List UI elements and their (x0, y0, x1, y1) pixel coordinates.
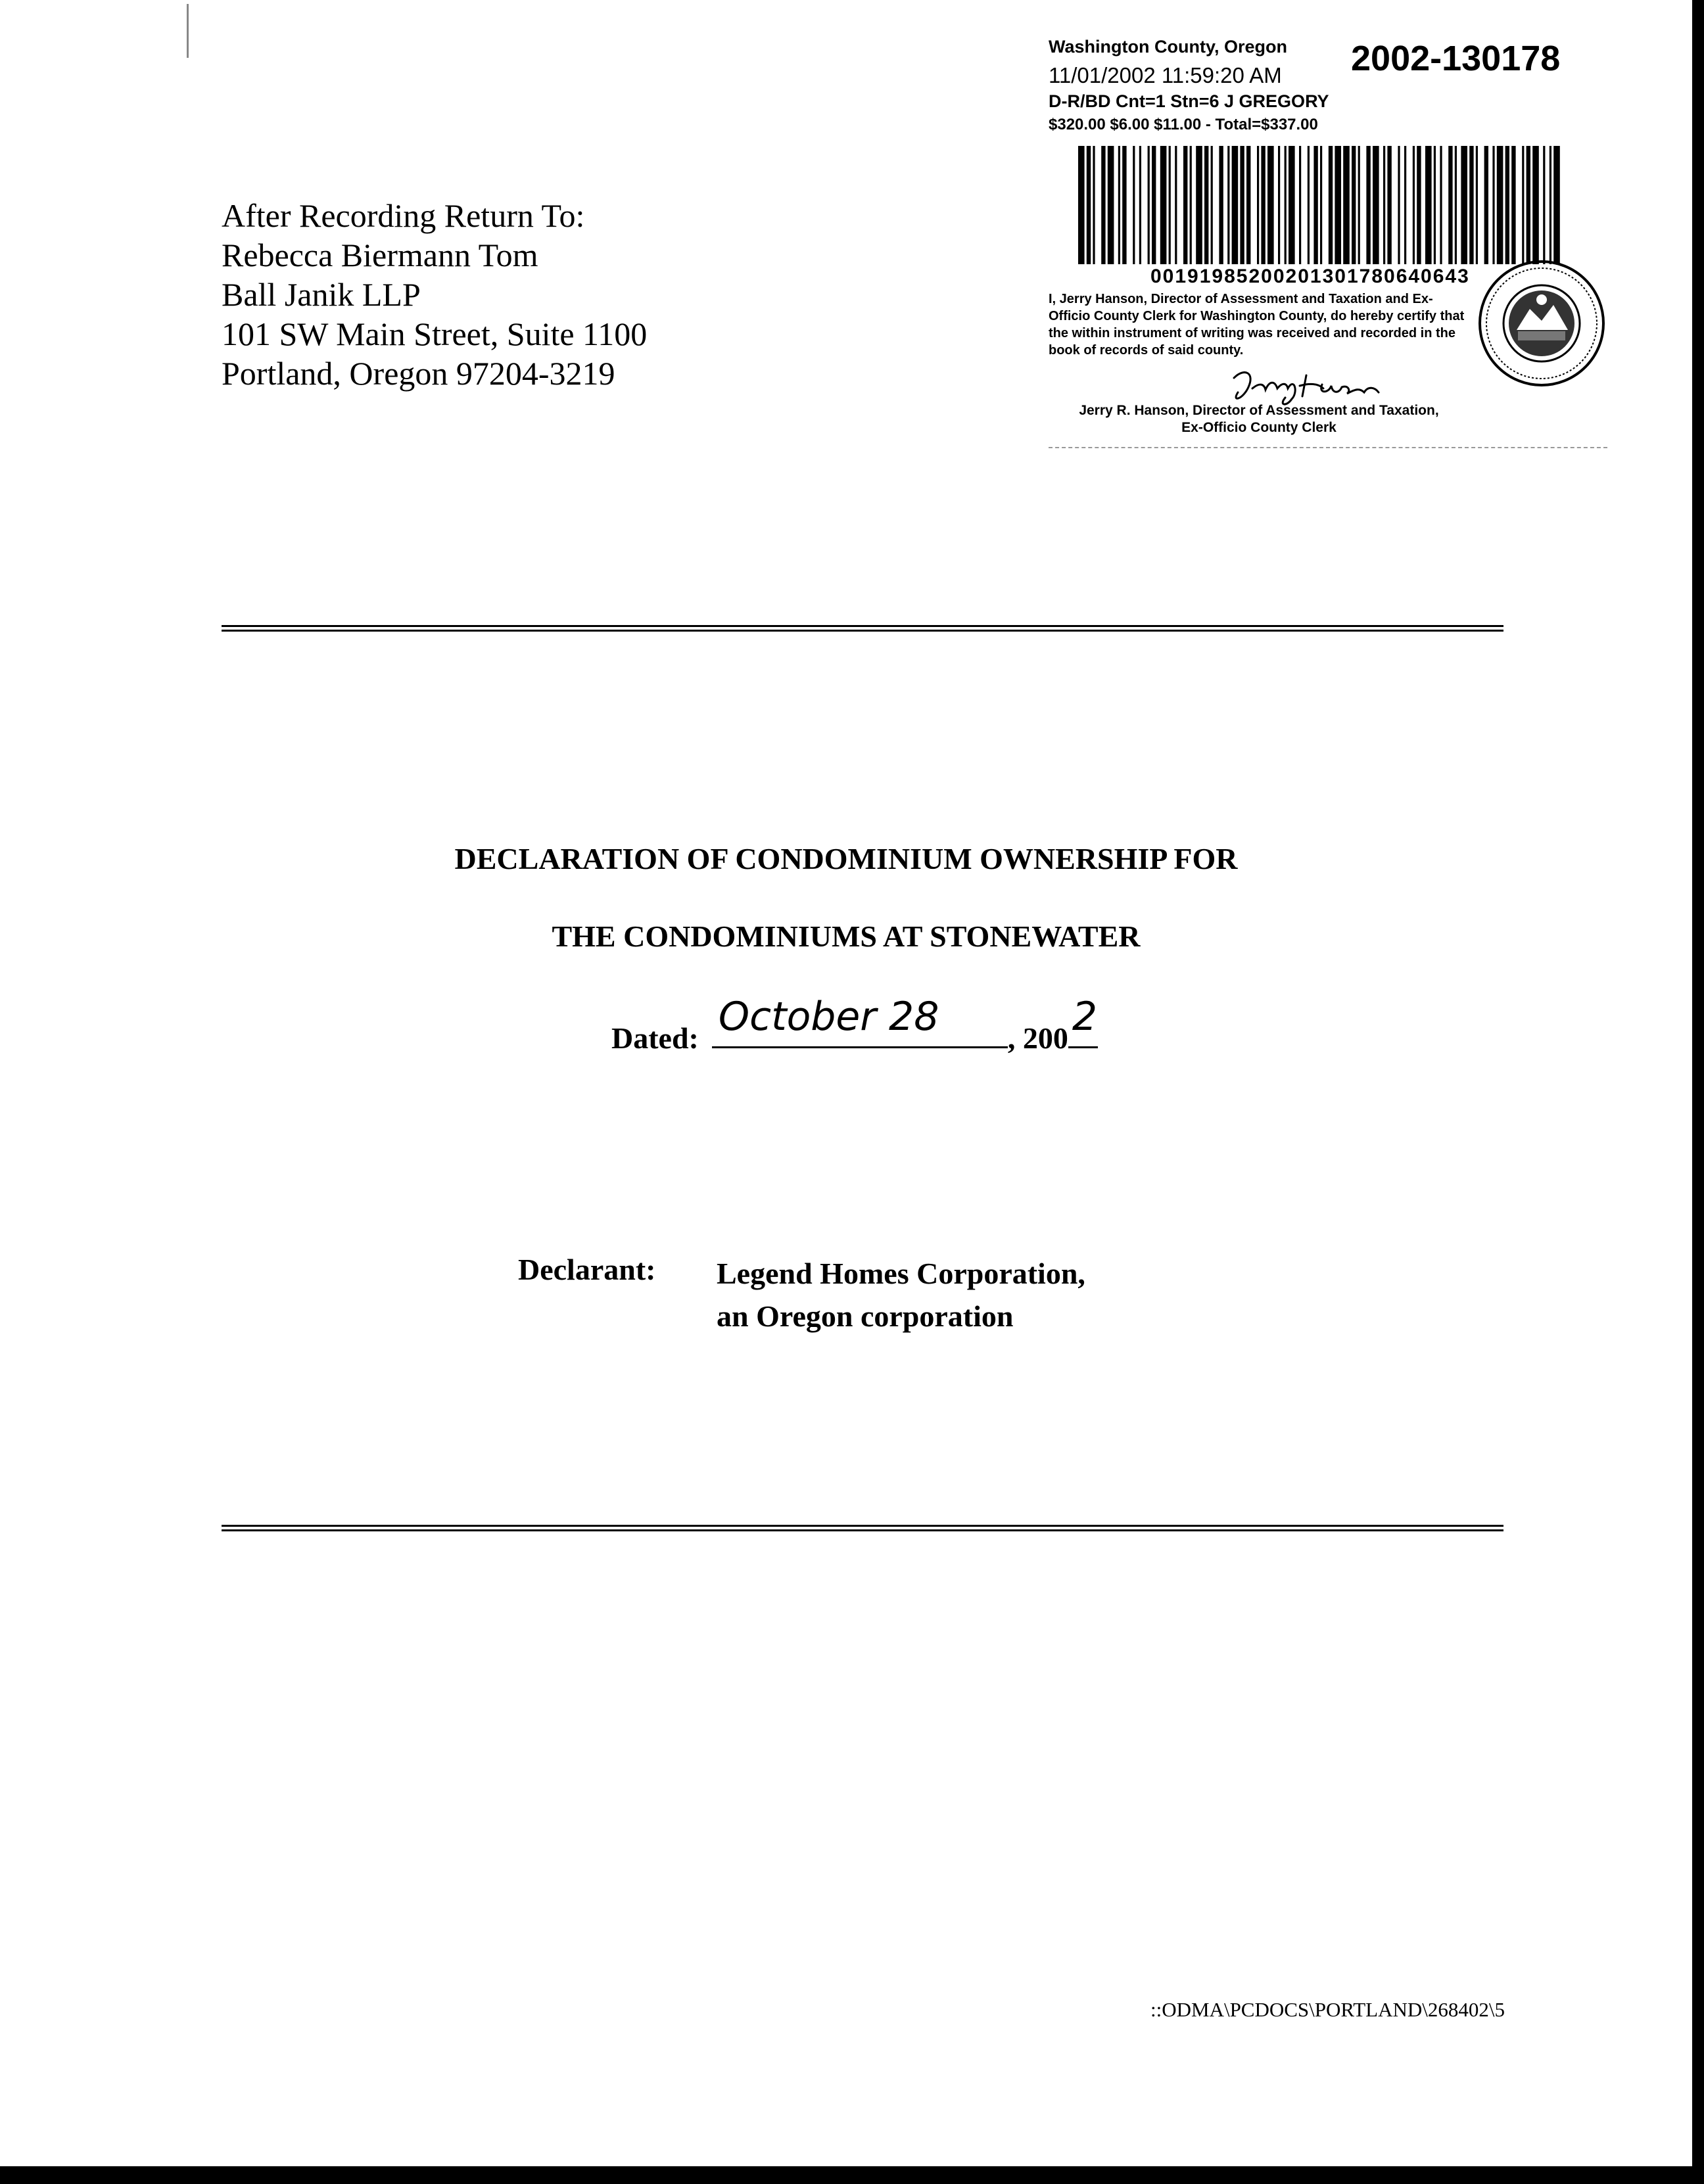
county-seal (1476, 258, 1607, 389)
signer-line: Ex-Officio County Clerk (1181, 420, 1337, 435)
declarant-description: an Oregon corporation (717, 1299, 1014, 1333)
return-address-line: 101 SW Main Street, Suite 1100 (222, 315, 648, 352)
declarant-name: Legend Homes Corporation, (717, 1257, 1085, 1290)
certification-text: I, Jerry Hanson, Director of Assessment and Taxation and Ex-Officio County Clerk for Washington County, do hereby certify that the within instrument of writing was received and recorded in the book of records of said county. (1049, 292, 1465, 358)
handwritten-year-digit: 2 (1072, 994, 1098, 1040)
declarant-label: Declarant: (518, 1253, 656, 1286)
signer-block (1049, 402, 1469, 436)
return-address-line: Portland, Oregon 97204-3219 (222, 355, 615, 392)
barcode (1078, 146, 1561, 264)
year-blank (1068, 994, 1098, 1048)
signer-line: Jerry R. Hanson, Director of Assessment and Taxation, (1079, 403, 1439, 418)
top-double-rule (222, 625, 1503, 632)
return-address-line: Rebecca Biermann Tom (222, 237, 538, 273)
stamp-divider (1049, 447, 1607, 448)
year-prefix: , 200 (1007, 1021, 1068, 1055)
return-address-line: After Recording Return To: (222, 197, 585, 234)
stamp-county: Washington County, Oregon (1049, 37, 1287, 57)
return-address-line: Ball Janik LLP (222, 276, 421, 313)
return-address (222, 196, 647, 393)
scan-mark (187, 4, 189, 58)
document-number: 2002-130178 (1351, 39, 1561, 78)
declarant-block (717, 1252, 1085, 1337)
dated-label: Dated: (611, 1021, 699, 1055)
dated-line (611, 994, 1098, 1056)
document-title-line2: THE CONDOMINIUMS AT STONEWATER (552, 919, 1141, 953)
stamp-fees-line: $320.00 $6.00 $11.00 - Total=$337.00 (1049, 116, 1318, 133)
document-path: ::ODMA\PCDOCS\PORTLAND\268402\5 (1150, 1998, 1505, 2021)
barcode-number: 00191985200201301780640643 (1150, 266, 1470, 287)
handwritten-date: October 28 (718, 994, 939, 1040)
bottom-double-rule (222, 1525, 1503, 1531)
date-blank (712, 994, 1008, 1048)
document-title-line1: DECLARATION OF CONDOMINIUM OWNERSHIP FOR (454, 842, 1238, 875)
recording-stamp (1049, 34, 1614, 435)
stamp-code-line: D-R/BD Cnt=1 Stn=6 J GREGORY (1049, 91, 1329, 111)
stamp-datetime: 11/01/2002 11:59:20 AM (1049, 63, 1282, 87)
